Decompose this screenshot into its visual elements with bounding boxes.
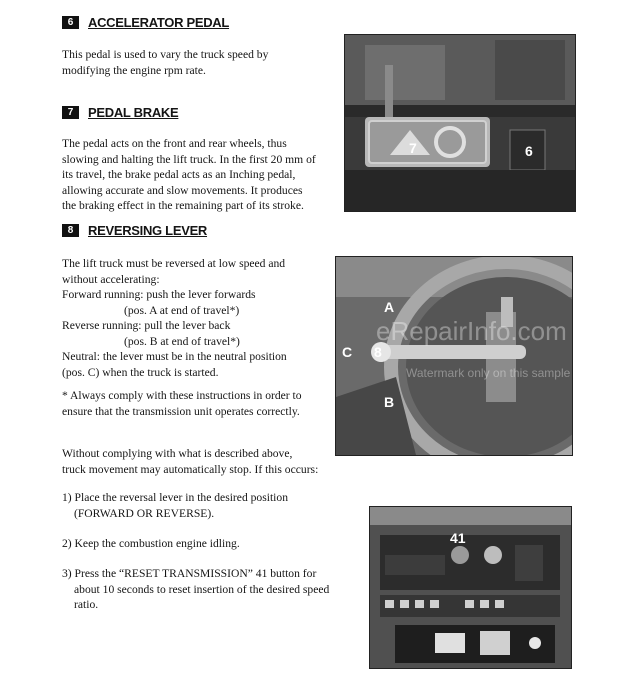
pedals-photo-image (345, 35, 575, 211)
section-title: PEDAL BRAKE (88, 105, 179, 120)
section-8-text: The lift truck must be reversed at low speed and without accelerating: Forward running: push the lever forwards (pos. A at end of travel*) Reverse running: pull the lever back (pos. B at end of travel*) Neutral: the lever must be in the neutral position (pos. C) when the truck is started. (62, 257, 287, 379)
section-number-badge: 7 (62, 106, 79, 119)
lever-8-label: 8 (374, 344, 382, 360)
section-6-heading (62, 15, 229, 30)
step-2: 2) Keep the combustion engine idling. (62, 537, 240, 550)
section-title: REVERSING LEVER (88, 223, 208, 238)
lever-photo (335, 256, 573, 456)
pedal-7-label: 7 (409, 140, 417, 156)
position-b-label: B (384, 394, 395, 410)
reset-button-41-label: 41 (450, 530, 466, 546)
pedals-photo (344, 34, 576, 212)
lever-photo-image (336, 257, 572, 455)
section-7-text: The pedal acts on the front and rear wheels, thus slowing and halting the lift truck. In the first 20 mm of its travel, the brake pedal acts as an Inching pedal, allowing accurate and slow movements. It produces the braking effect in the remaining part of its stroke. (62, 137, 316, 212)
section-8-heading (62, 223, 207, 238)
position-c-label: C (342, 344, 353, 360)
pedal-6-label: 6 (525, 143, 533, 159)
section-7-heading (62, 105, 178, 120)
dashboard-photo-image (370, 507, 571, 668)
section-title: ACCELERATOR PEDAL (88, 15, 230, 30)
section-8-note: * Always comply with these instructions in order to ensure that the transmission unit operates correctly. (62, 389, 302, 418)
dashboard-photo (369, 506, 572, 669)
step-3: 3) Press the “RESET TRANSMISSION” 41 button for about 10 seconds to reset insertion of the desired speed ratio. (62, 567, 330, 611)
section-number-badge: 8 (62, 224, 79, 237)
section-number-badge: 6 (62, 16, 79, 29)
watermark-subtext: Watermark only on this sample (406, 366, 571, 380)
section-8-warning: Without complying with what is described above, truck movement may automatically stop. If this occurs: (62, 447, 319, 476)
section-6-text: This pedal is used to vary the truck speed by modifying the engine rpm rate. (62, 48, 269, 77)
watermark-text: eRepairInfo.com (376, 316, 567, 346)
position-a-label: A (384, 299, 395, 315)
step-1: 1) Place the reversal lever in the desired position (FORWARD OR REVERSE). (62, 491, 288, 520)
